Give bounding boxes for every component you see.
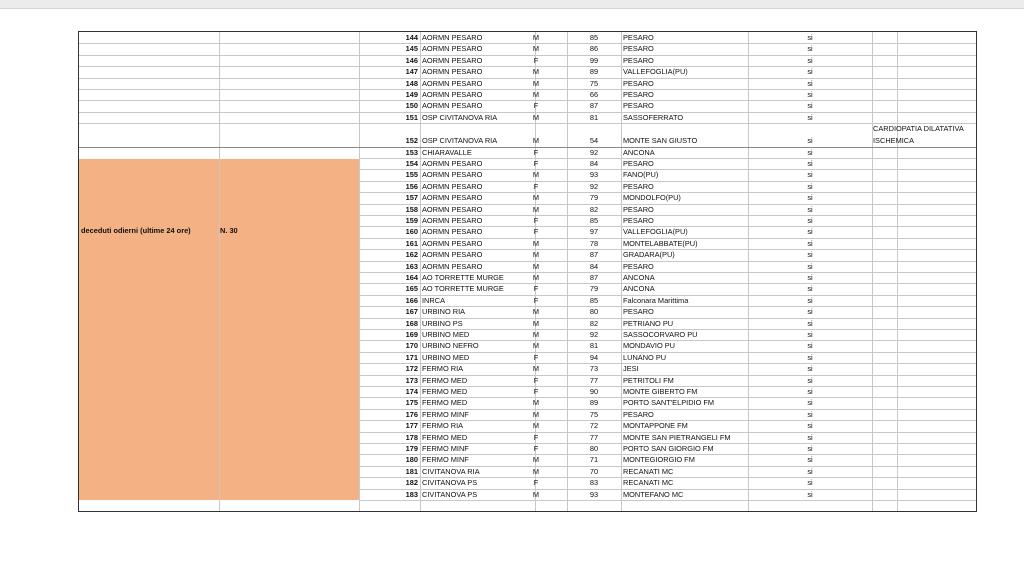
row-number: 148 [405,78,418,88]
row-number: 162 [405,250,418,260]
city-cell: MONTEFANO MC [623,489,684,499]
hospital-cell: FERMO MINF [422,409,469,419]
sex-cell: F [533,375,539,385]
row-divider [79,112,976,113]
row-divider [359,192,976,193]
city-cell: FANO(PU) [623,170,659,180]
sex-cell: F [533,387,539,396]
note-cell: CARDIOPATIA DILATATIVA ISCHEMICA [873,124,964,145]
sex-cell: M [532,261,540,271]
city-cell: JESI [623,364,639,374]
row-divider [79,123,976,124]
row-number: 182 [405,478,418,488]
sex-cell: M [532,238,540,248]
sex-cell: F [533,432,539,442]
city-cell: RECANATI MC [623,478,674,488]
hospital-cell: URBINO PS [422,318,463,328]
confirmed-cell: si [807,352,813,362]
sex-cell: F [533,444,539,453]
row-divider [359,181,976,182]
hospital-cell: AORMN PESARO [422,44,483,54]
age-cell: 79 [589,193,599,203]
row-number: 173 [405,375,418,385]
age-cell: 78 [589,238,599,248]
confirmed-cell: si [807,284,813,294]
age-cell: 99 [589,55,599,65]
age-cell: 81 [589,112,599,122]
hospital-cell: CIVITANOVA PS [422,489,478,499]
city-cell: GRADARA(PU) [623,250,675,260]
sex-cell: M [532,455,540,465]
confirmed-cell: si [807,112,813,122]
confirmed-cell: si [807,421,813,431]
hospital-cell: AORMN PESARO [422,90,483,99]
city-cell: PESARO [623,33,654,42]
confirmed-cell: si [807,101,813,111]
confirmed-cell: si [807,227,813,237]
confirmed-cell: si [807,455,813,465]
hospital-cell: AO TORRETTE MURGE [422,284,504,294]
city-cell: MONTEGIORGIO FM [623,455,695,465]
row-number: 169 [405,330,418,339]
age-cell: 85 [589,33,599,42]
city-cell: PESARO [623,101,654,111]
confirmed-cell: si [807,341,813,351]
row-number: 153 [405,147,418,157]
confirmed-cell: si [807,181,813,191]
city-cell: PESARO [623,216,654,225]
hospital-cell: INRCA [422,295,445,305]
age-cell: 66 [589,90,599,99]
sex-cell: F [533,295,539,305]
city-cell: PESARO [623,307,654,317]
city-cell: Falconara Marittima [623,295,689,305]
sex-cell: F [533,284,539,294]
row-divider [359,500,976,501]
confirmed-cell: si [807,330,813,339]
hospital-cell: AORMN PESARO [422,227,483,237]
age-cell: 85 [589,216,599,225]
row-number: 160 [405,227,418,237]
age-cell: 82 [589,318,599,328]
row-number: 146 [405,55,418,65]
hospital-cell: URBINO MED [422,330,470,339]
age-cell: 89 [589,398,599,408]
hospital-cell: AORMN PESARO [422,170,483,180]
confirmed-cell: si [807,67,813,77]
hospital-cell: CIVITANOVA RIA [422,466,480,476]
row-divider [359,318,976,319]
confirmed-cell: si [807,90,813,99]
row-number: 174 [405,387,418,396]
hospital-cell: URBINO MED [422,352,470,362]
confirmed-cell: si [807,478,813,488]
age-cell: 92 [589,330,599,339]
confirmed-cell: si [807,261,813,271]
age-cell: 80 [589,307,599,317]
data-rows [79,32,976,511]
row-divider [359,272,976,273]
sex-cell: M [532,364,540,374]
sex-cell: M [532,318,540,328]
age-cell: 79 [589,284,599,294]
age-cell: 75 [589,409,599,419]
row-divider [359,489,976,490]
city-cell: PESARO [623,159,654,168]
city-cell: VALLEFOGLIA(PU) [623,67,688,77]
age-cell: 70 [589,466,599,476]
sex-cell: F [533,352,539,362]
row-number: 163 [405,261,418,271]
row-divider [359,226,976,227]
row-number: 171 [405,352,418,362]
sex-cell: M [532,33,540,42]
confirmed-cell: si [807,33,813,42]
sex-cell: M [532,90,540,99]
hospital-cell: AORMN PESARO [422,55,483,65]
confirmed-cell: si [807,136,813,146]
city-cell: MONTE SAN PIETRANGELI FM [623,432,731,442]
confirmed-cell: si [807,295,813,305]
row-number: 157 [405,193,418,203]
row-number: 183 [405,489,418,499]
row-number: 172 [405,364,418,374]
row-divider [359,477,976,478]
confirmed-cell: si [807,159,813,168]
city-cell: MONTE GIBERTO FM [623,387,698,396]
city-cell: SASSOCORVARO PU [623,330,698,339]
sex-cell: M [532,398,540,408]
summary-count: N. 30 [220,226,238,235]
row-divider [359,169,976,170]
sex-cell: F [533,227,539,237]
sex-cell: M [532,250,540,260]
sex-cell: M [532,67,540,77]
sex-cell: F [533,101,539,111]
hospital-cell: FERMO MED [422,398,468,408]
confirmed-cell: si [807,238,813,248]
row-number: 168 [405,318,418,328]
hospital-cell: URBINO NEFRO [422,341,479,351]
row-number: 179 [405,444,418,453]
row-divider [359,386,976,387]
hospital-cell: AO TORRETTE MURGE [422,273,504,282]
summary-label: deceduti odierni (ultime 24 ore) [81,226,191,235]
city-cell: PESARO [623,409,654,419]
sex-cell: F [533,216,539,225]
spreadsheet-table [78,31,977,512]
row-number: 177 [405,421,418,431]
city-cell: PESARO [623,90,654,99]
confirmed-cell: si [807,307,813,317]
row-number: 164 [405,273,418,282]
row-number: 149 [405,90,418,99]
row-divider [359,432,976,433]
age-cell: 80 [589,444,599,453]
sex-cell: M [532,409,540,419]
city-cell: ANCONA [623,147,655,157]
sex-cell: M [532,330,540,339]
row-number: 144 [405,33,418,42]
row-number: 178 [405,432,418,442]
sex-cell: F [533,478,539,488]
row-number: 154 [405,159,418,168]
city-cell: PESARO [623,44,654,54]
sex-cell: M [532,204,540,214]
row-number: 156 [405,181,418,191]
confirmed-cell: si [807,193,813,203]
row-divider [79,78,976,79]
sex-cell: M [532,466,540,476]
row-divider [359,363,976,364]
hospital-cell: FERMO MINF [422,455,469,465]
hospital-cell: AORMN PESARO [422,67,483,77]
city-cell: MONTAPPONE FM [623,421,688,431]
age-cell: 73 [589,364,599,374]
row-number: 147 [405,67,418,77]
row-number: 180 [405,455,418,465]
row-number: 155 [405,170,418,180]
confirmed-cell: si [807,398,813,408]
row-number: 166 [405,295,418,305]
age-cell: 54 [589,136,599,146]
row-number: 176 [405,409,418,419]
age-cell: 84 [589,159,599,168]
city-cell: PESARO [623,181,654,191]
row-divider [79,43,976,44]
row-divider [79,55,976,56]
age-cell: 72 [589,421,599,431]
hospital-cell: URBINO RIA [422,307,466,317]
row-number: 159 [405,216,418,225]
hospital-cell: FERMO RIA [422,421,464,431]
city-cell: ANCONA [623,273,655,282]
row-number: 158 [405,204,418,214]
age-cell: 87 [589,101,599,111]
age-cell: 82 [589,204,599,214]
age-cell: 71 [589,455,599,465]
row-divider [359,215,976,216]
hospital-cell: FERMO MED [422,387,468,396]
city-cell: VALLEFOGLIA(PU) [623,227,688,237]
hospital-cell: AORMN PESARO [422,181,483,191]
sex-cell: M [532,273,540,282]
confirmed-cell: si [807,44,813,54]
hospital-cell: AORMN PESARO [422,261,483,271]
row-divider [359,261,976,262]
row-divider [359,352,976,353]
row-divider [359,295,976,296]
confirmed-cell: si [807,489,813,499]
age-cell: 77 [589,432,599,442]
row-divider [359,158,976,159]
city-cell: MONTELABBATE(PU) [623,238,698,248]
age-cell: 92 [589,147,599,157]
sex-cell: F [533,55,539,65]
age-cell: 92 [589,181,599,191]
row-divider [359,283,976,284]
row-number: 175 [405,398,418,408]
row-divider [79,147,976,148]
sex-cell: F [533,147,539,157]
row-divider [79,66,976,67]
confirmed-cell: si [807,78,813,88]
hospital-cell: AORMN PESARO [422,193,483,203]
city-cell: MONDOLFO(PU) [623,193,681,203]
hospital-cell: OSP CIVITANOVA RIA [422,136,498,146]
age-cell: 77 [589,375,599,385]
age-cell: 93 [589,489,599,499]
row-divider [359,340,976,341]
age-cell: 89 [589,67,599,77]
row-divider [359,375,976,376]
age-cell: 87 [589,250,599,260]
age-cell: 84 [589,261,599,271]
age-cell: 75 [589,78,599,88]
sex-cell: M [532,193,540,203]
city-cell: MONDAVIO PU [623,341,676,351]
row-number: 167 [405,307,418,317]
hospital-cell: AORMN PESARO [422,159,483,168]
confirmed-cell: si [807,375,813,385]
age-cell: 97 [589,227,599,237]
row-number: 161 [405,238,418,248]
sex-cell: M [532,170,540,180]
hospital-cell: AORMN PESARO [422,101,483,111]
sex-cell: M [532,78,540,88]
age-cell: 93 [589,170,599,180]
sex-cell: M [532,307,540,317]
hospital-cell: AORMN PESARO [422,78,483,88]
row-number: 152 [405,136,418,146]
confirmed-cell: si [807,170,813,180]
hospital-cell: FERMO MED [422,432,468,442]
row-divider [359,409,976,410]
city-cell: PETRIANO PU [623,318,674,328]
city-cell: RECANATI MC [623,466,674,476]
confirmed-cell: si [807,204,813,214]
confirmed-cell: si [807,466,813,476]
age-cell: 90 [589,387,599,396]
age-cell: 85 [589,295,599,305]
sex-cell: M [532,489,540,499]
row-number: 145 [405,44,418,54]
confirmed-cell: si [807,364,813,374]
city-cell: PESARO [623,204,654,214]
sex-cell: M [532,136,540,146]
age-cell: 87 [589,273,599,282]
row-number: 150 [405,101,418,111]
city-cell: PESARO [623,55,654,65]
row-divider [359,420,976,421]
row-divider [359,466,976,467]
hospital-cell: FERMO RIA [422,364,464,374]
row-number: 151 [405,112,418,122]
hospital-cell: AORMN PESARO [422,33,483,42]
row-divider [359,329,976,330]
confirmed-cell: si [807,444,813,453]
hospital-cell: FERMO MINF [422,444,469,453]
city-cell: MONTE SAN GIUSTO [623,136,698,146]
city-cell: LUNANO PU [623,352,667,362]
hospital-cell: AORMN PESARO [422,216,483,225]
hospital-cell: AORMN PESARO [422,238,483,248]
row-divider [359,306,976,307]
city-cell: PORTO SANT'ELPIDIO FM [623,398,715,408]
confirmed-cell: si [807,409,813,419]
row-divider [79,89,976,90]
city-cell: ANCONA [623,284,655,294]
confirmed-cell: si [807,55,813,65]
age-cell: 94 [589,352,599,362]
row-divider [359,443,976,444]
row-divider [359,249,976,250]
sex-cell: F [533,181,539,191]
city-cell: PESARO [623,78,654,88]
confirmed-cell: si [807,387,813,396]
age-cell: 81 [589,341,599,351]
row-divider [359,397,976,398]
confirmed-cell: si [807,250,813,260]
confirmed-cell: si [807,273,813,282]
confirmed-cell: si [807,147,813,157]
sex-cell: M [532,341,540,351]
sex-cell: M [532,112,540,122]
city-cell: PORTO SAN GIORGIO FM [623,444,714,453]
row-divider [359,238,976,239]
hospital-cell: CHIARAVALLE [422,147,472,157]
sex-cell: M [532,44,540,54]
city-cell: SASSOFERRATO [623,112,684,122]
hospital-cell: AORMN PESARO [422,204,483,214]
sex-cell: M [532,421,540,431]
row-number: 165 [405,284,418,294]
city-cell: PETRITOLI FM [623,375,674,385]
confirmed-cell: si [807,216,813,225]
age-cell: 83 [589,478,599,488]
window-top-bar [0,0,1024,9]
row-number: 181 [405,466,418,476]
row-number: 170 [405,341,418,351]
city-cell: PESARO [623,261,654,271]
hospital-cell: AORMN PESARO [422,250,483,260]
hospital-cell: OSP CIVITANOVA RIA [422,112,498,122]
sex-cell: F [533,159,539,168]
row-divider [79,100,976,101]
row-divider [359,204,976,205]
hospital-cell: CIVITANOVA PS [422,478,478,488]
confirmed-cell: si [807,318,813,328]
hospital-cell: FERMO MED [422,375,468,385]
confirmed-cell: si [807,432,813,442]
age-cell: 86 [589,44,599,54]
row-divider [359,454,976,455]
